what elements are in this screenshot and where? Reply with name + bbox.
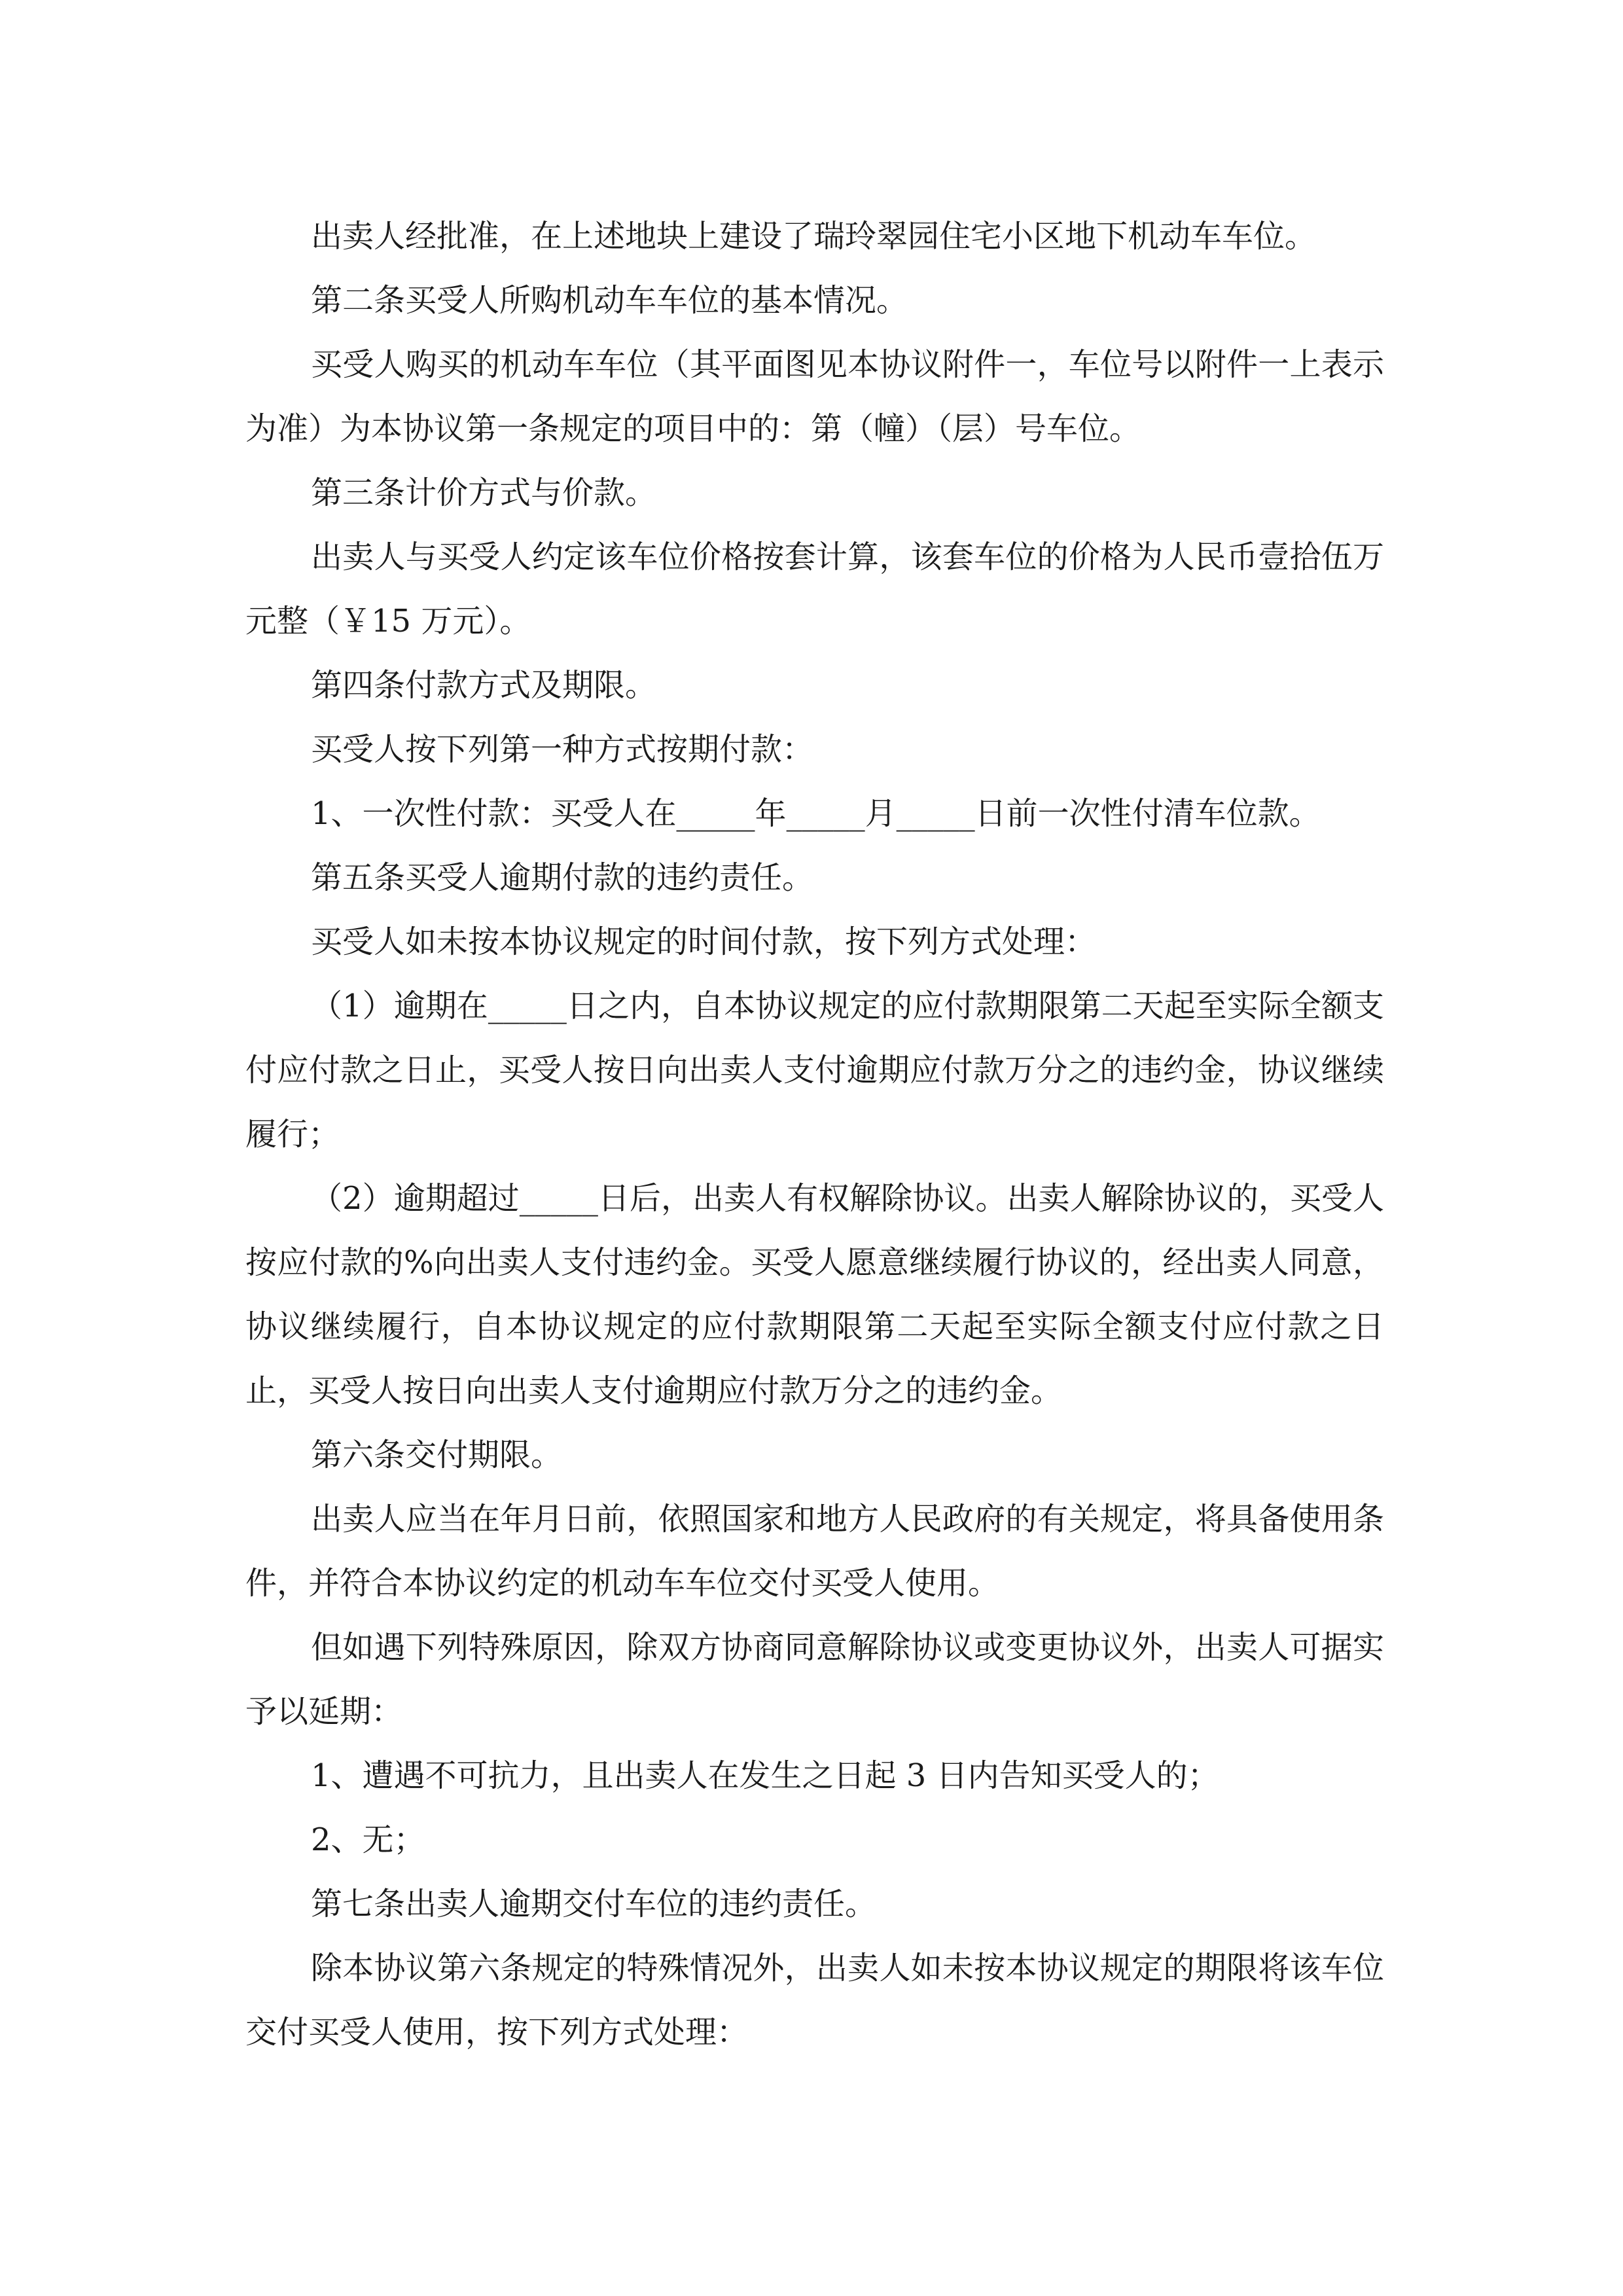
overdue-1-prefix: （1）逾期在 xyxy=(311,988,488,1024)
exception-item-1: 1、遭遇不可抗力，且出卖人在发生之日起 3 日内告知买受人的； xyxy=(311,1757,1219,1794)
overdue-2-blank: _____ xyxy=(519,1180,598,1217)
overdue-1-suffix: 日之内，自本协议规定的应付款期限第二天起至实际全额支付应付款之日止，买受人按日向出卖人支付逾期应付款万分之的违约金，协议继续履行； xyxy=(245,988,1384,1153)
paragraph-late-delivery: 除本协议第六条规定的特殊情况外，出卖人如未按本协议规定的期限将该车位交付买受人使用，按下列方式处理： xyxy=(245,1950,1384,2051)
paragraph-parking-space: 买受人购买的机动车车位（其平面图见本协议附件一，车位号以附件一上表示为准）为本协议第一条规定的项目中的：第（幢）（层）号车位。 xyxy=(245,346,1384,447)
payment-suffix: 日前一次性付清车位款。 xyxy=(974,795,1321,832)
paragraph-price: 出卖人与买受人约定该车位价格按套计算，该套车位的价格为人民币壹拾伍万元整（￥15 万元）。 xyxy=(245,539,1384,639)
label-month: 月 xyxy=(865,795,897,832)
paragraph-late-payment: 买受人如未按本协议规定的时间付款，按下列方式处理： xyxy=(311,924,1097,960)
label-year: 年 xyxy=(755,795,787,832)
payment-line xyxy=(245,781,1384,846)
heading-article-7: 第七条出卖人逾期交付车位的违约责任。 xyxy=(311,1886,877,1922)
heading-article-6: 第六条交付期限。 xyxy=(311,1437,563,1473)
overdue-2-prefix: （2）逾期超过 xyxy=(311,1180,520,1217)
payment-prefix: 1、一次性付款：买受人在 xyxy=(311,795,677,832)
overdue-item-2 xyxy=(245,1166,1384,1423)
overdue-1-blank: _____ xyxy=(488,988,567,1024)
overdue-item-1 xyxy=(245,974,1384,1166)
heading-article-3: 第三条计价方式与价款。 xyxy=(311,475,657,511)
blank-year: _____ xyxy=(676,795,755,832)
paragraph-exceptions: 但如遇下列特殊原因，除双方协商同意解除协议或变更协议外，出卖人可据实予以延期： xyxy=(245,1629,1384,1730)
heading-article-5: 第五条买受人逾期付款的违约责任。 xyxy=(311,859,814,896)
blank-month: _____ xyxy=(786,795,865,832)
paragraph-approval: 出卖人经批准，在上述地块上建设了瑞玲翠园住宅小区地下机动车车位。 xyxy=(311,218,1317,255)
heading-article-2: 第二条买受人所购机动车车位的基本情况。 xyxy=(311,282,908,319)
blank-day: _____ xyxy=(896,795,975,832)
heading-article-4: 第四条付款方式及期限。 xyxy=(311,667,657,704)
paragraph-payment-method: 买受人按下列第一种方式按期付款： xyxy=(311,731,814,768)
paragraph-delivery: 出卖人应当在年月日前，依照国家和地方人民政府的有关规定，将具备使用条件，并符合本协议约定的机动车车位交付买受人使用。 xyxy=(245,1501,1384,1602)
exception-item-2: 2、无； xyxy=(311,1821,425,1858)
document-body xyxy=(245,204,1384,2064)
overdue-2-suffix: 日后，出卖人有权解除协议。出卖人解除协议的，买受人按应付款的%向出卖人支付违约金。买受人愿意继续履行协议的，经出卖人同意，协议继续履行，自本协议规定的应付款期限第二天起至实际全额支付应付款之日止，买受人按日向出卖人支付逾期应付款万分之的违约金。 xyxy=(245,1180,1384,1409)
